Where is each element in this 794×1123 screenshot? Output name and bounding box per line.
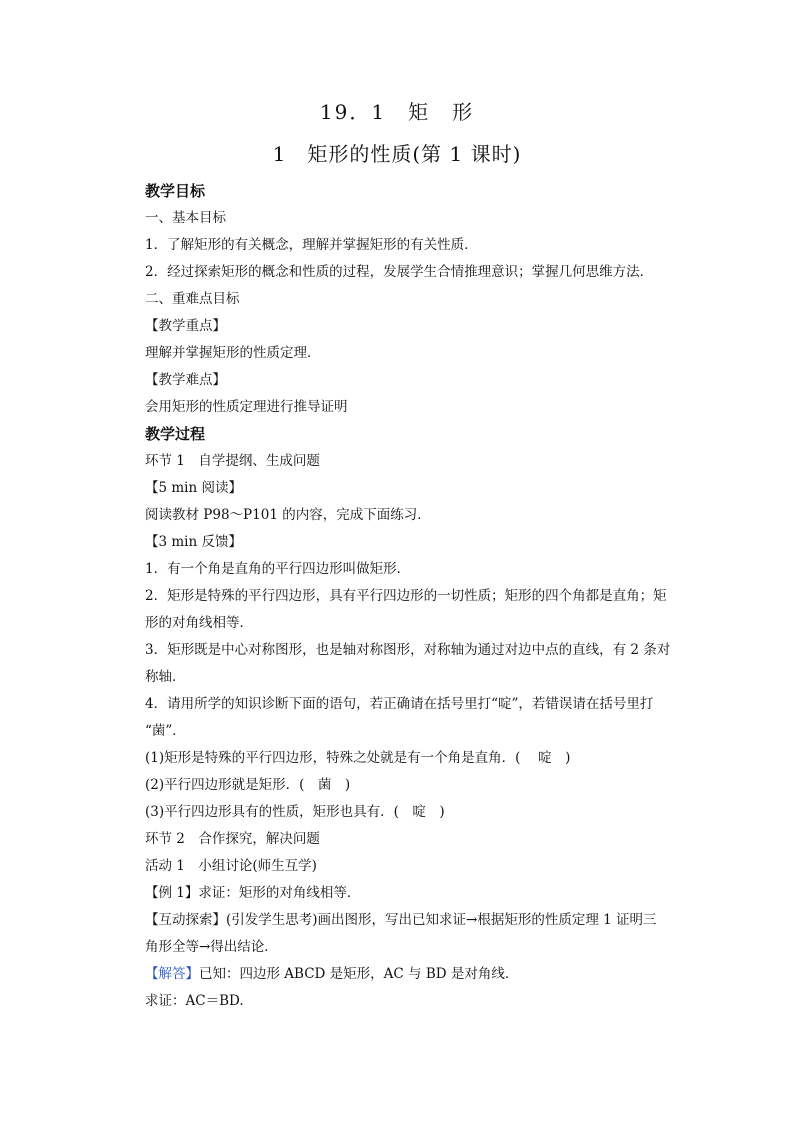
- example-1-text: 求证：矩形的对角线相等．: [198, 885, 361, 901]
- difficulty-text: 会用矩形的性质定理进行推导证明: [145, 399, 348, 415]
- goals-heading: 教学目标: [145, 182, 206, 200]
- key-point-text: 理解并掌握矩形的性质定理．: [145, 345, 321, 361]
- answer-label: 【解答】: [145, 966, 199, 982]
- key-goals-heading: 二、重难点目标: [145, 291, 240, 307]
- read-label: 【5 min 阅读】: [145, 480, 242, 496]
- step-2-heading: 环节 2 合作探究，解决问题: [145, 831, 320, 847]
- goal-2: 2．经过探索矩形的概念和性质的过程，发展学生合情推理意识；掌握几何思维方法．: [145, 264, 654, 280]
- key-point-label: 【教学重点】: [145, 318, 226, 334]
- feedback-item-3-line-1: 3．矩形既是中心对称图形，也是轴对称图形，对称轴为通过对边中点的直线，有 2 条对: [145, 642, 671, 658]
- prove-line: 求证：AC＝BD.: [145, 993, 244, 1009]
- example-1: [145, 880, 685, 907]
- feedback-item-2-line-1: 2．矩形是特殊的平行四边形，具有平行四边形的一切性质；矩形的四个角都是直角；矩: [145, 588, 667, 604]
- explore-line-2: 角形全等→得出结论．: [145, 939, 278, 955]
- question-1: (1)矩形是特殊的平行四边形，特殊之处就是有一个角是直角．( 啶 ): [145, 750, 571, 766]
- explore-line-1: [145, 907, 685, 934]
- explore-label: 【互动探索】: [145, 912, 226, 928]
- answer-text: 已知：四边形 ABCD 是矩形，AC 与 BD 是对角线．: [199, 966, 519, 982]
- read-text: 阅读教材 P98～P101 的内容，完成下面练习．: [145, 507, 431, 523]
- feedback-item-2-line-2: 形的对角线相等．: [145, 615, 253, 631]
- document-body: [145, 178, 685, 1015]
- answer-line: [145, 961, 685, 988]
- question-3: (3)平行四边形具有的性质，矩形也具有．( 啶 ): [145, 804, 445, 820]
- step-1-heading: 环节 1 自学提纲、生成问题: [145, 453, 320, 469]
- feedback-item-4-line-2: “菌”．: [145, 723, 186, 739]
- feedback-item-1: 1．有一个角是直角的平行四边形叫做矩形．: [145, 561, 411, 577]
- activity-1-heading: 活动 1 小组讨论(师生互学): [145, 858, 317, 874]
- explore-text-1: (引发学生思考)画出图形，写出已知求证→根据矩形的性质定理 1 证明三: [226, 912, 657, 928]
- page-subtitle: 1 矩形的性质(第 1 课时): [272, 142, 522, 166]
- process-heading: 教学过程: [145, 425, 206, 443]
- difficulty-label: 【教学难点】: [145, 372, 226, 388]
- basic-goals-heading: 一、基本目标: [145, 210, 226, 226]
- goal-1: 1．了解矩形的有关概念，理解并掌握矩形的有关性质．: [145, 237, 478, 253]
- feedback-item-4-line-1: 4．请用所学的知识诊断下面的语句，若正确请在括号里打“啶”，若错误请在括号里打: [145, 696, 654, 712]
- feedback-item-3-line-2: 称轴．: [145, 669, 186, 685]
- question-2: (2)平行四边形就是矩形．( 菌 ): [145, 777, 351, 793]
- feedback-label: 【3 min 反馈】: [145, 534, 242, 550]
- example-1-label: 【例 1】: [145, 885, 199, 901]
- page-title: 19．1 矩 形: [319, 100, 475, 124]
